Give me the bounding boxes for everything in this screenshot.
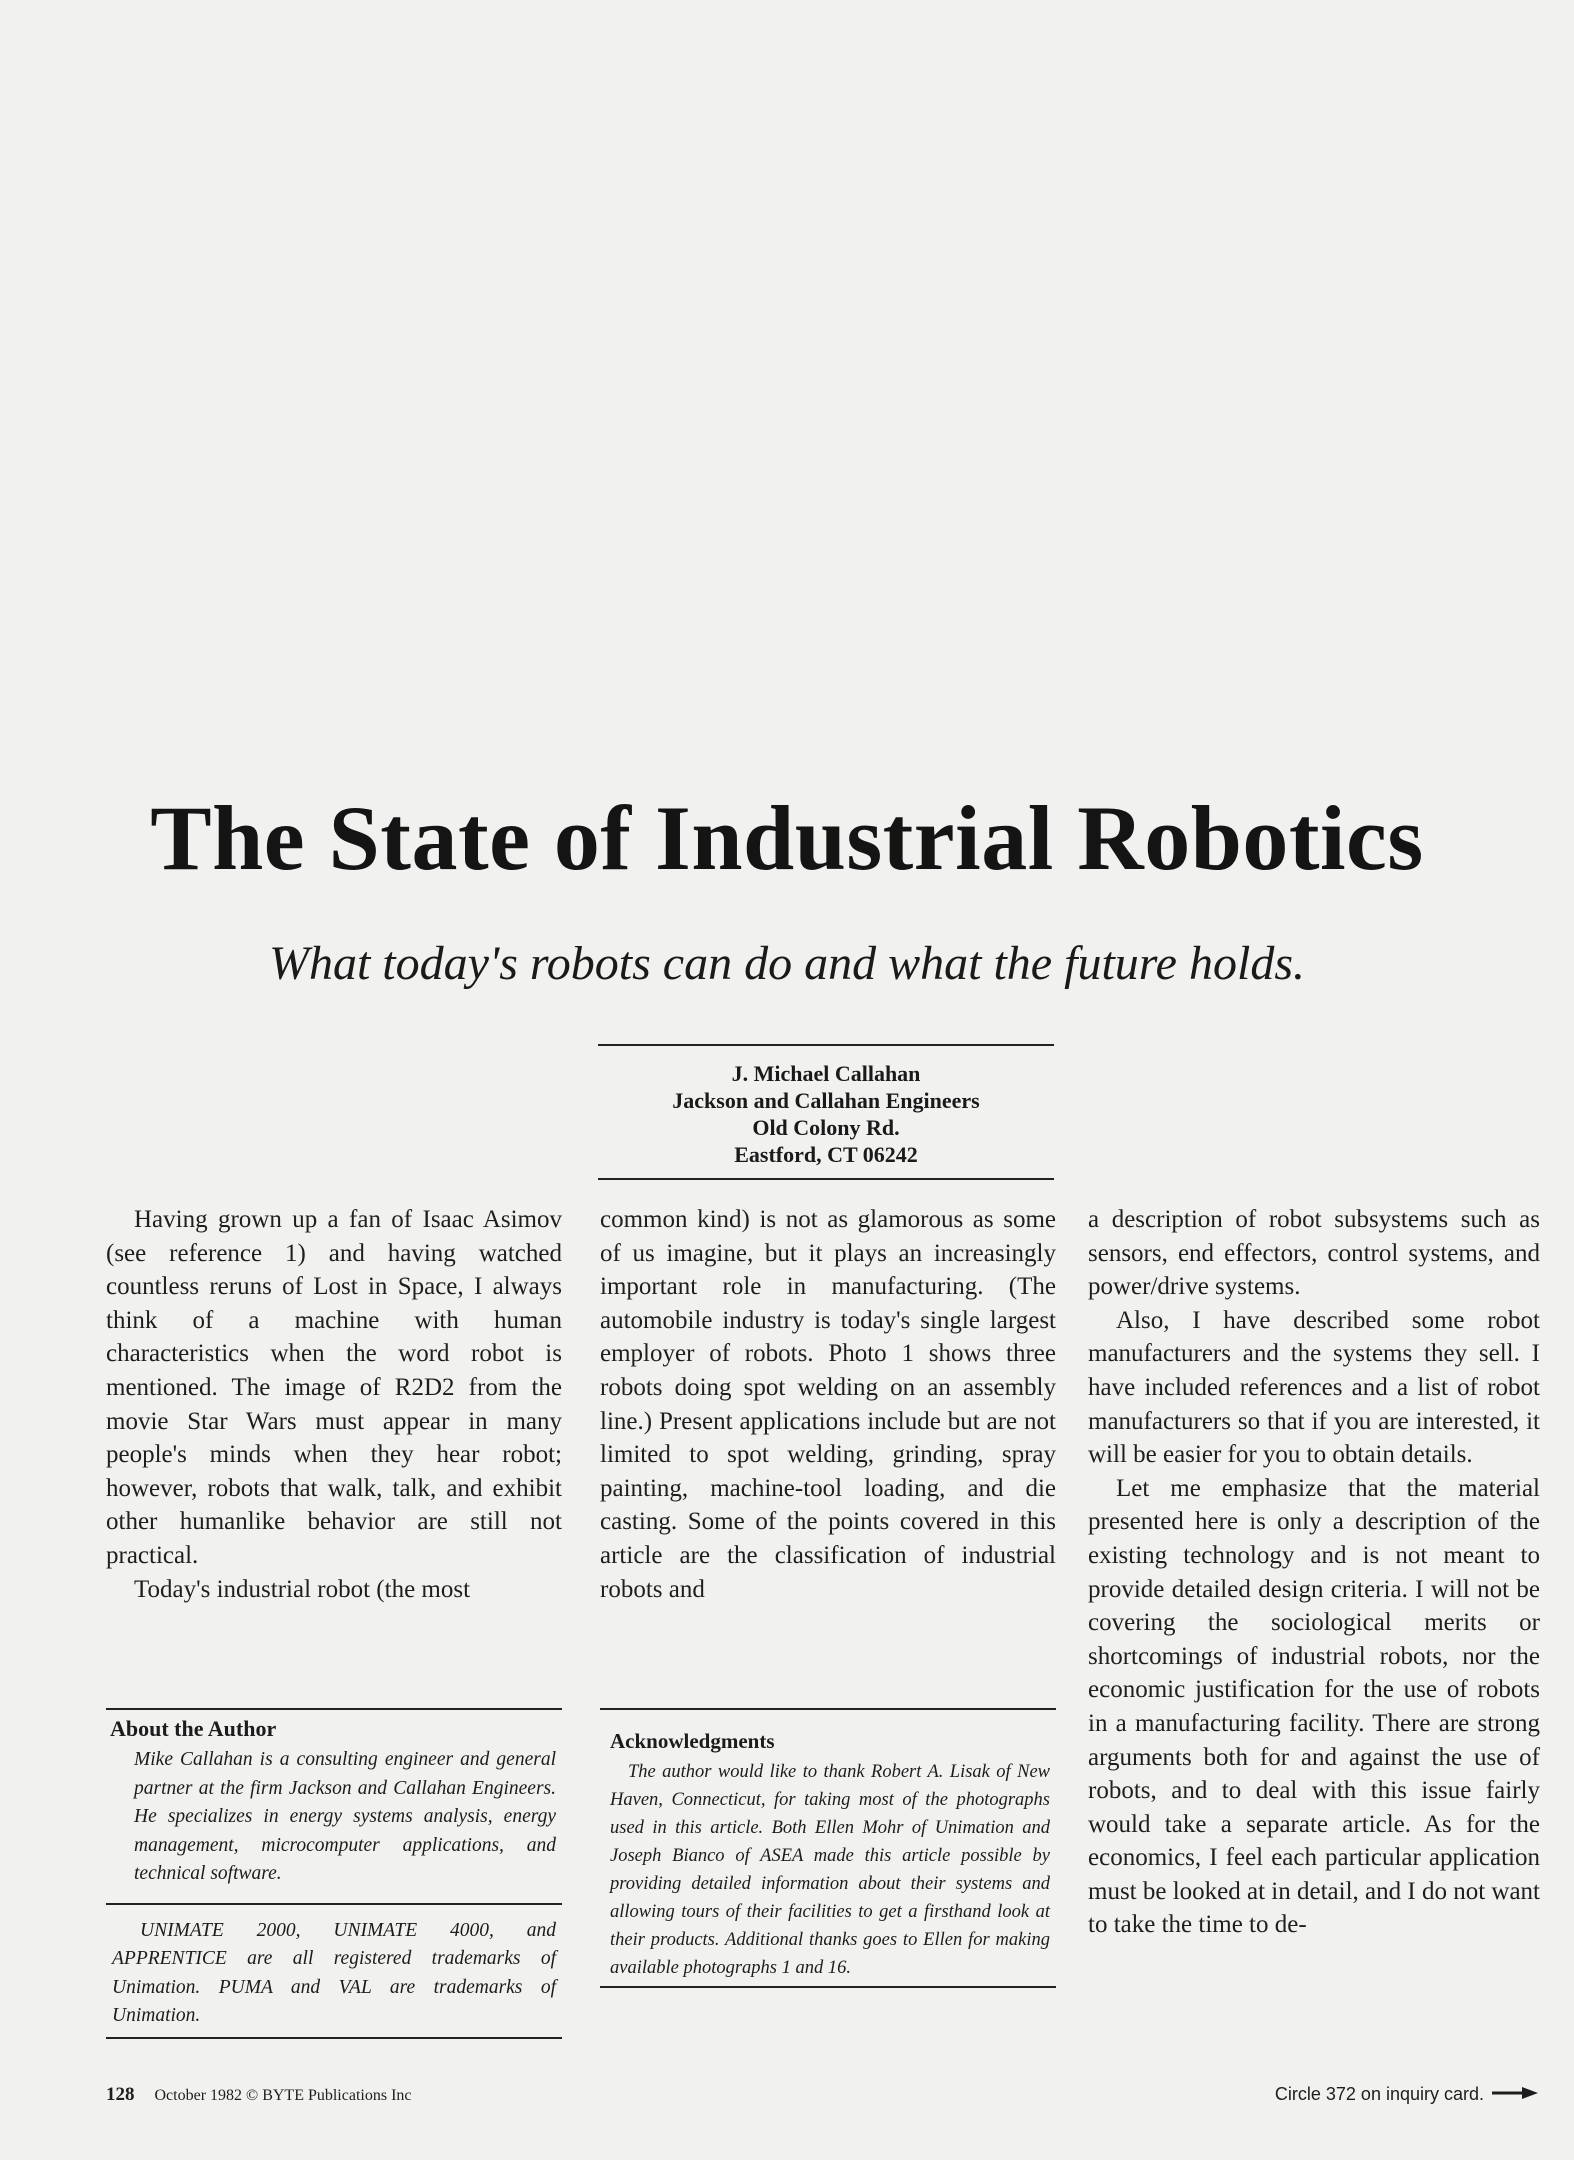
acknowledgments-box [600, 1708, 1056, 1988]
about-author-heading: About the Author [110, 1716, 277, 1741]
author-name: J. Michael Callahan [731, 1061, 921, 1086]
body-paragraph: Let me emphasize that the material presented here is only a description of the existing technology and is not meant to provide detailed design criteria. I will not be covering the sociological merits or shortcomings of industrial robots, nor the economic justification for the use of robots in a manufacturing facility. There are strong arguments both for and against the use of robots, and to deal with this issue fairly would take a separate article. As for the economics, I feel each particular application must be looked at in detail, and I do not want to take the time to de- [1088, 1474, 1540, 1939]
about-author-box [106, 1708, 562, 2039]
right-arrow-icon [1492, 2083, 1538, 2105]
body-column-3 [1088, 1203, 1540, 1942]
body-paragraph: Also, I have described some robot manufacturers and the systems they sell. I have included references and a list of robot manufacturers so that if you are interested, it will be easier for you to obtain details. [1088, 1306, 1540, 1469]
publication-line: October 1982 © BYTE Publications Inc [154, 2087, 412, 2104]
author-city: Eastford, CT 06242 [734, 1142, 918, 1167]
article-subtitle: What today's robots can do and what the future holds. [268, 937, 1305, 990]
author-byline [598, 1044, 1054, 1180]
body-paragraph: Today's industrial robot (the most [134, 1575, 471, 1603]
body-column-2 [600, 1203, 1056, 1606]
body-paragraph: Having grown up a fan of Isaac Asimov (see reference 1) and having watched countless reruns of Lost in Space, I always think of a machine with human characteristics when the word robot is mentioned. The image of R2D2 from the movie Star Wars must appear in many people's minds when they hear robot; however, robots that walk, talk, and exhibit other humanlike behavior are still not practical. [106, 1206, 562, 1569]
article-title: The State of Industrial Robotics [150, 787, 1424, 889]
acknowledgments-heading: Acknowledgments [610, 1729, 775, 1753]
author-company: Jackson and Callahan Engineers [672, 1088, 980, 1113]
inquiry-note [1275, 2083, 1538, 2105]
body-column-1 [106, 1203, 562, 1606]
acknowledgments-text: The author would like to thank Robert A. Lisak of New Haven, Connecticut, for taking most of the photographs used in this article. Both Ellen Mohr of Unimation and Joseph Bianco of ASEA made this article possible by providing detailed information about their systems and allowing tours of their facilities to get a firsthand look at their products. Additional thanks goes to Ellen for making available photographs 1 and 16. [610, 1762, 1050, 1978]
inquiry-text: Circle 372 on inquiry card. [1274, 2084, 1484, 2104]
body-paragraph: a description of robot subsystems such as sensors, end effectors, control systems, and power/drive systems. [1088, 1206, 1540, 1301]
trademark-notice: UNIMATE 2000, UNIMATE 4000, and APPRENTICE are all registered trademarks of Unimation. PUMA and VAL are trademarks of Unimation. [112, 1919, 556, 2026]
author-street: Old Colony Rd. [752, 1115, 900, 1140]
about-author-text: Mike Callahan is a consulting engineer and general partner at the firm Jackson and Callahan Engineers. He specializes in energy systems analysis, energy management, microcomputer applications, and technical software. [134, 1749, 556, 1884]
body-paragraph: common kind) is not as glamorous as some of us imagine, but it plays an increasingly important role in manufacturing. (The automobile industry is today's single largest employer of robots. Photo 1 shows three robots doing spot welding on an assembly line.) Present applications include but are not limited to spot welding, grinding, spray painting, machine-tool loading, and die casting. Some of the points covered in this article are the classification of industrial robots and [600, 1206, 1056, 1603]
page-footer [106, 2085, 412, 2106]
page-number: 128 [106, 2084, 135, 2105]
